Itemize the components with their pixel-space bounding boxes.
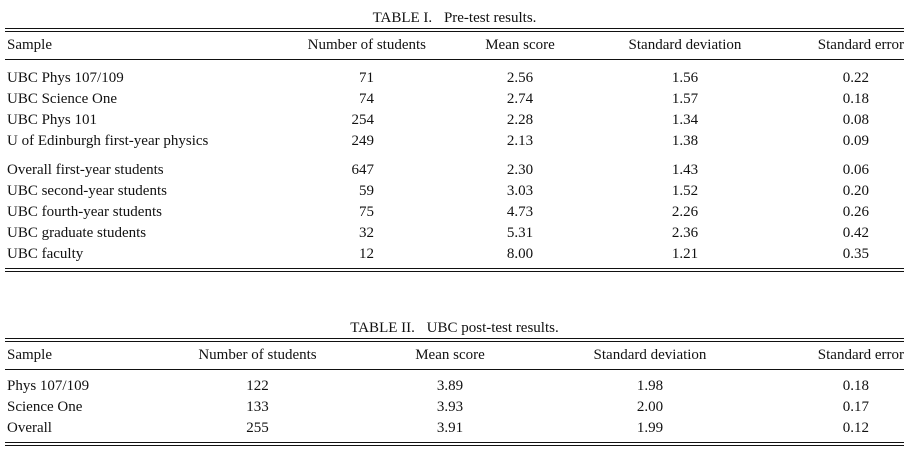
cell-sample: Overall first-year students <box>7 162 164 178</box>
cell-number-of-students: 71 <box>359 70 374 86</box>
cell-standard-deviation: 1.34 <box>671 112 699 128</box>
cell-sample: UBC Science One <box>7 91 117 107</box>
cell-number-of-students: 12 <box>359 246 374 262</box>
table-2-bottom-rule <box>5 442 904 446</box>
cell-sample: UBC Phys 101 <box>7 112 98 128</box>
table-row <box>5 223 904 244</box>
cell-number-of-students: 32 <box>359 225 374 241</box>
cell-mean-score: 3.89 <box>436 378 464 394</box>
column-header-standard-deviation: Standard deviation <box>593 347 707 363</box>
cell-sample: UBC Phys 107/109 <box>7 70 124 86</box>
cell-standard-deviation: 1.99 <box>636 420 664 436</box>
table-row <box>5 68 904 89</box>
cell-standard-error: 0.35 <box>842 246 869 262</box>
column-header-standard-deviation: Standard deviation <box>628 37 742 53</box>
cell-mean-score: 2.74 <box>506 91 534 107</box>
column-header-sample: Sample <box>7 347 52 363</box>
table-1-group-2 <box>5 160 904 265</box>
table-row <box>5 89 904 110</box>
cell-number-of-students: 74 <box>359 91 374 107</box>
table-1 <box>5 8 904 272</box>
cell-standard-deviation: 1.21 <box>671 246 699 262</box>
cell-mean-score: 2.13 <box>506 133 534 149</box>
table-1-caption <box>5 8 904 28</box>
column-header-sample: Sample <box>7 37 52 53</box>
table-row <box>5 160 904 181</box>
cell-sample: Phys 107/109 <box>7 378 90 394</box>
cell-standard-deviation: 1.56 <box>671 70 699 86</box>
table-row <box>5 244 904 265</box>
cell-standard-error: 0.18 <box>842 378 869 394</box>
cell-mean-score: 2.30 <box>506 162 534 178</box>
table-2-caption <box>5 318 904 338</box>
cell-standard-deviation: 1.38 <box>671 133 699 149</box>
cell-sample: Science One <box>7 399 83 415</box>
cell-standard-deviation: 1.98 <box>636 378 664 394</box>
cell-standard-error: 0.06 <box>842 162 869 178</box>
table-1-group-1 <box>5 68 904 152</box>
cell-standard-deviation: 2.26 <box>671 204 699 220</box>
column-header-standard-error: Standard error <box>817 37 904 53</box>
table-row <box>5 202 904 223</box>
cell-standard-error: 0.20 <box>842 183 869 199</box>
cell-standard-error: 0.12 <box>842 420 869 436</box>
cell-standard-deviation: 1.43 <box>671 162 699 178</box>
cell-mean-score: 8.00 <box>506 246 534 262</box>
cell-standard-error: 0.17 <box>842 399 869 415</box>
column-header-number-of-students: Number of students <box>307 37 426 53</box>
cell-mean-score: 5.31 <box>506 225 534 241</box>
cell-standard-error: 0.08 <box>842 112 869 128</box>
cell-standard-error: 0.22 <box>842 70 869 86</box>
cell-standard-deviation: 1.57 <box>671 91 699 107</box>
column-header-standard-error: Standard error <box>817 347 904 363</box>
table-2-header-row <box>5 342 904 369</box>
cell-mean-score: 3.91 <box>436 420 464 436</box>
cell-sample: UBC faculty <box>7 246 84 262</box>
table-row <box>5 110 904 131</box>
cell-standard-error: 0.09 <box>842 133 869 149</box>
cell-number-of-students: 254 <box>351 112 374 128</box>
cell-number-of-students: 249 <box>351 133 374 149</box>
cell-sample: Overall <box>7 420 52 436</box>
cell-mean-score: 4.73 <box>506 204 534 220</box>
cell-number-of-students: 122 <box>246 378 269 394</box>
cell-number-of-students: 59 <box>359 183 374 199</box>
cell-mean-score: 2.28 <box>506 112 534 128</box>
table-row <box>5 376 904 397</box>
cell-number-of-students: 255 <box>246 420 269 436</box>
cell-sample: U of Edinburgh first-year physics <box>7 133 209 149</box>
cell-number-of-students: 133 <box>246 399 269 415</box>
table-2 <box>5 318 904 446</box>
cell-standard-error: 0.18 <box>842 91 869 107</box>
cell-sample: UBC graduate students <box>7 225 147 241</box>
table-1-title: Pre-test results. <box>443 10 537 26</box>
table-1-label: TABLE I. <box>372 10 433 26</box>
table-row <box>5 418 904 439</box>
table-1-header-row <box>5 32 904 59</box>
cell-standard-error: 0.26 <box>842 204 869 220</box>
column-header-mean-score: Mean score <box>415 347 485 363</box>
table-row <box>5 397 904 418</box>
cell-standard-error: 0.42 <box>842 225 869 241</box>
column-header-mean-score: Mean score <box>485 37 555 53</box>
cell-sample: UBC second-year students <box>7 183 167 199</box>
cell-standard-deviation: 2.36 <box>671 225 699 241</box>
cell-number-of-students: 75 <box>359 204 374 220</box>
table-1-bottom-rule <box>5 268 904 272</box>
cell-mean-score: 2.56 <box>506 70 534 86</box>
table-2-body <box>5 376 904 439</box>
column-header-number-of-students: Number of students <box>198 347 317 363</box>
table-row <box>5 131 904 152</box>
table-2-label: TABLE II. <box>350 320 415 336</box>
cell-sample: UBC fourth-year students <box>7 204 162 220</box>
table-2-title: UBC post-test results. <box>426 320 559 336</box>
cell-number-of-students: 647 <box>351 162 374 178</box>
cell-standard-deviation: 1.52 <box>671 183 699 199</box>
table-row <box>5 181 904 202</box>
cell-standard-deviation: 2.00 <box>636 399 664 415</box>
cell-mean-score: 3.93 <box>436 399 464 415</box>
cell-mean-score: 3.03 <box>506 183 534 199</box>
